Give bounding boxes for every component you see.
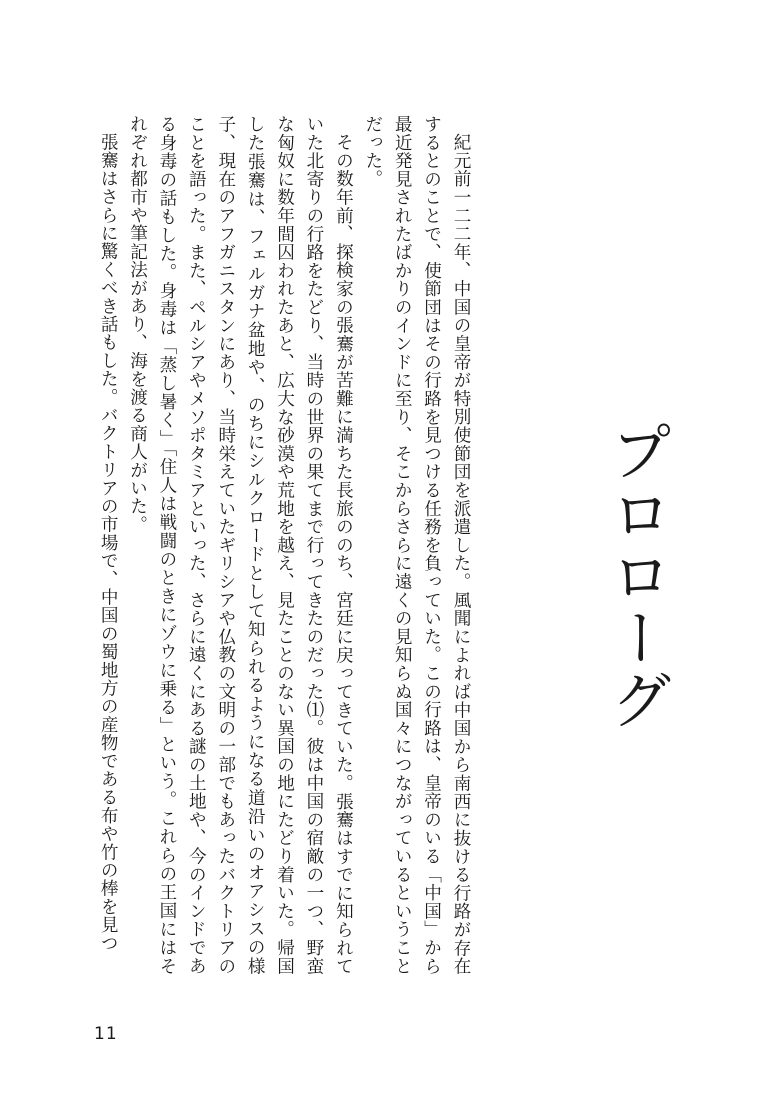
page-number: 11	[94, 1024, 118, 1044]
paragraph: 張騫はさらに驚くべき話もした。バクトリアの市場で、中国の蜀地方の産物である布や竹の棒を見つ	[98, 132, 119, 952]
paragraph: 紀元前一二二年、中国の皇帝が特別使節団を派遣した。風聞によれば中国から南西に抜ける行路が存在するとのことで、使節団はその行路を見つける任務を負っていた。この行路は、皇帝のいる「中国」から最近発見されたばかりのインドに至り、そこからさらに遠くの見知らぬ国々につながっているということだった。	[362, 115, 471, 975]
chapter-title: プロローグ	[600, 420, 673, 730]
body-text	[90, 115, 475, 975]
paragraph: その数年前、探検家の張騫が苦難に満ちた長旅ののち、宮廷に戻ってきていた。張騫はすでに知られていた北寄りの行路をたどり、当時の世界の果てまで行ってきたのだった⑴。彼は中国の宿敵の一つ、野蛮な匈奴に数年間囚われたあと、広大な砂漠や荒地を越え、見たことのない異国の地にたどり着いた。帰国した張騫は、フェルガナ盆地や、のちにシルクロードとして知られるようになる道沿いのオアシスの様子、現在のアフガニスタンにあり、当時栄えていたギリシアや仏教の文明の一部でもあったバクトリアのことを語った。また、ペルシアやメソポタミアといった、さらに遠くにある謎の土地や、今のインドである身毒の話もした。身毒は「蒸し暑く」「住人は戦闘のときにゾウに乗る」という。これらの王国にはそれぞれ都市や筆記法があり、海を渡る商人がいた。	[127, 115, 354, 975]
